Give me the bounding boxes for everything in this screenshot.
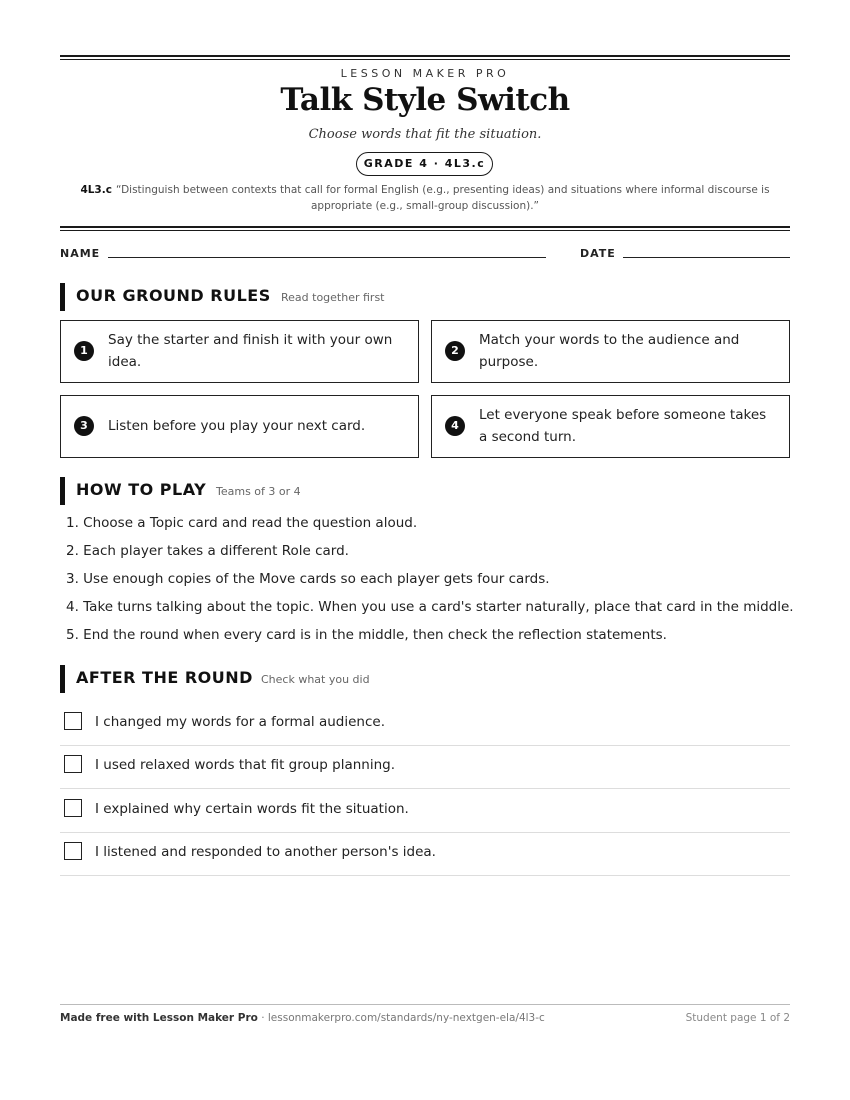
reflection-checkbox[interactable] xyxy=(64,755,82,773)
header-rule-thick xyxy=(60,55,790,57)
ground-rules-note: Read together first xyxy=(281,291,385,304)
ground-rule-card xyxy=(431,320,790,383)
section-bar xyxy=(60,477,65,505)
reflection-checkbox[interactable] xyxy=(64,842,82,860)
how-to-play-steps xyxy=(66,513,794,653)
standard-code: 4L3.c xyxy=(80,184,112,196)
rule-text: Match your words to the audience and purpose. xyxy=(479,332,740,370)
step-item: 5. End the round when every card is in the middle, then check the reflection statements. xyxy=(66,627,667,643)
footer-separator: · xyxy=(257,1012,268,1024)
ground-rule-card xyxy=(60,395,419,458)
after-round-title: AFTER THE ROUND xyxy=(76,668,253,687)
reflection-text: I used relaxed words that fit group planning. xyxy=(95,757,396,773)
reflection-checkbox[interactable] xyxy=(64,799,82,817)
rule-number-badge: 1 xyxy=(74,341,94,361)
footer-credit xyxy=(60,1012,545,1024)
footer-rule xyxy=(60,1004,790,1005)
reflection-checkbox[interactable] xyxy=(64,712,82,730)
rule-number-badge: 2 xyxy=(445,341,465,361)
rule-text: Say the starter and finish it with your own idea. xyxy=(108,332,393,370)
worksheet-title: Talk Style Switch xyxy=(280,82,570,118)
reflection-item xyxy=(60,788,790,833)
header-bottom-rule-thin xyxy=(60,230,790,231)
after-round-note: Check what you did xyxy=(261,673,370,686)
section-bar xyxy=(60,283,65,311)
standard-text: “Distinguish between contexts that call for formal English (e.g., presenting ideas) and situations where informal discourse is appropriate (e.g., small-group discussion).” xyxy=(115,184,770,212)
header-rule-thin xyxy=(60,59,790,60)
footer-url[interactable]: lessonmakerpro.com/standards/ny-nextgen-ela/4l3-c xyxy=(267,1012,545,1024)
rule-text: Let everyone speak before someone takes a second turn. xyxy=(479,407,767,445)
footer-made-with: Made free with Lesson Maker Pro xyxy=(60,1012,258,1024)
ground-rules-title: OUR GROUND RULES xyxy=(76,286,271,305)
worksheet-page xyxy=(60,0,794,1100)
how-to-play-heading xyxy=(60,477,790,505)
date-field[interactable] xyxy=(623,257,790,258)
reflection-item xyxy=(60,701,790,746)
brand-name: LESSON MAKER PRO xyxy=(340,67,510,80)
ground-rules-heading xyxy=(60,283,790,311)
rule-text: Listen before you play your next card. xyxy=(108,417,366,434)
step-item: 4. Take turns talking about the topic. When you use a card's starter naturally, place that card in the middle. xyxy=(66,599,794,615)
ground-rule-card xyxy=(60,320,419,383)
step-item: 3. Use enough copies of the Move cards so each player gets four cards. xyxy=(66,571,550,587)
worksheet-subtitle: Choose words that fit the situation. xyxy=(308,127,542,142)
name-field[interactable] xyxy=(108,257,546,258)
header-bottom-rule-thick xyxy=(60,226,790,228)
after-round-heading xyxy=(60,665,790,693)
section-bar xyxy=(60,665,65,693)
step-item: 2. Each player takes a different Role card. xyxy=(66,543,349,559)
standard-description xyxy=(70,182,780,214)
reflection-text: I listened and responded to another person's idea. xyxy=(95,844,436,860)
footer-page-number: Student page 1 of 2 xyxy=(685,1012,790,1024)
rule-number-badge: 4 xyxy=(445,416,465,436)
reflection-text: I explained why certain words fit the situation. xyxy=(95,801,409,817)
how-to-play-title: HOW TO PLAY xyxy=(76,480,207,499)
date-label: DATE xyxy=(580,247,616,260)
step-item: 1. Choose a Topic card and read the question aloud. xyxy=(66,515,418,531)
reflection-item xyxy=(60,744,790,789)
name-label: NAME xyxy=(60,247,101,260)
ground-rule-card xyxy=(431,395,790,458)
rule-number-badge: 3 xyxy=(74,416,94,436)
grade-badge: GRADE 4 · 4L3.c xyxy=(356,152,493,176)
reflection-text: I changed my words for a formal audience. xyxy=(95,714,385,730)
reflection-item xyxy=(60,831,790,876)
how-to-play-note: Teams of 3 or 4 xyxy=(216,485,301,498)
